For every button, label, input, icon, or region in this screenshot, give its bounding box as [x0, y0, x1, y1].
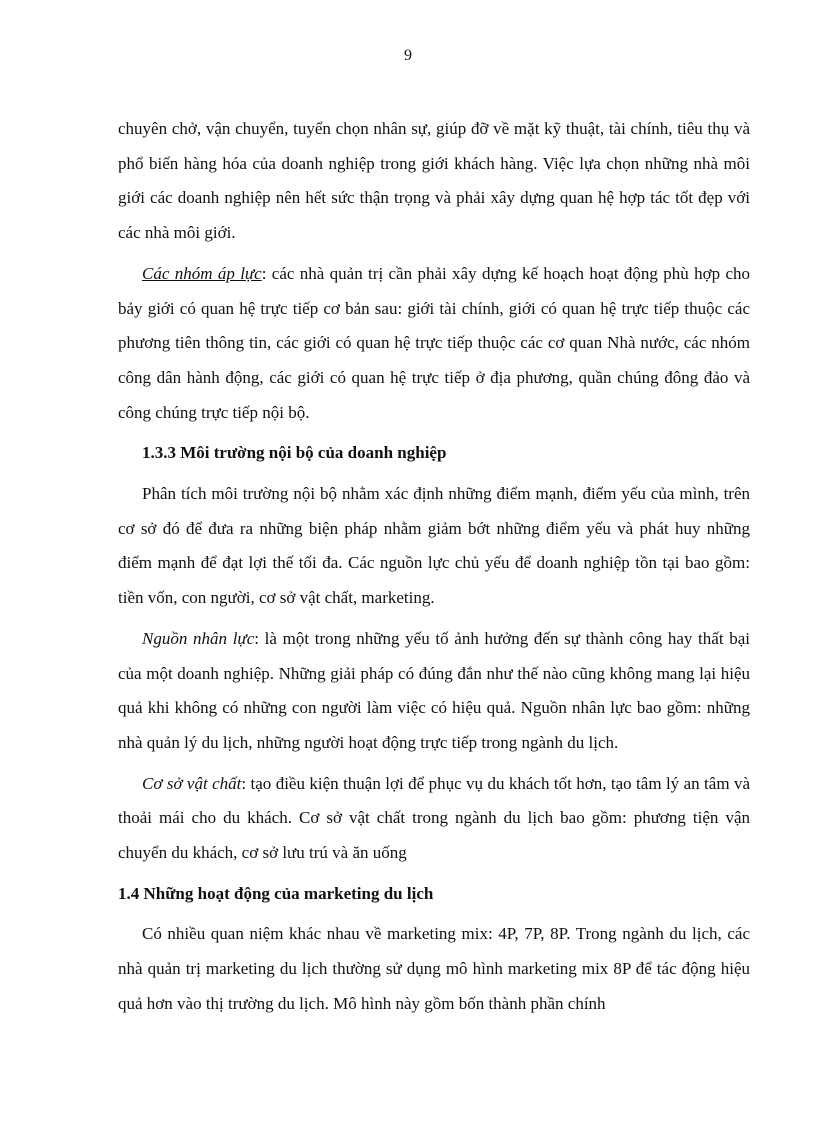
- facilities-term: Cơ sở vật chất: [142, 773, 242, 793]
- paragraph-facilities: [118, 767, 750, 871]
- human-resources-term: Nguồn nhân lực: [142, 628, 255, 648]
- pressure-groups-term: Các nhóm áp lực: [142, 263, 262, 283]
- section-heading-internal-environment: 1.3.3 Môi trường nội bộ của doanh nghiệp: [142, 443, 447, 463]
- paragraph-pressure-groups: [118, 257, 750, 431]
- paragraph-marketing-mix: Có nhiều quan niệm khác nhau về marketing mix: 4P, 7P, 8P. Trong ngành du lịch, các nhà quản trị marketing du lịch thường sử dụng mô hình marketing mix 8P để tác động hiệu quả hơn vào thị trường du lịch. Mô hình này gồm bốn thành phần chính: [118, 924, 750, 1013]
- page-number: 9: [404, 47, 412, 64]
- human-resources-text: : là một trong những yếu tố ảnh hưởng đến sự thành công hay thất bại của một doanh nghiệp. Những giải pháp có đúng đắn như thế nào cũng không mang lại hiệu quả khi không có những con người làm việc có hiệu quả. Nguồn nhân lực bao gồm: những nhà quản lý du lịch, những người hoạt động trực tiếp trong ngành du lịch.: [118, 628, 750, 752]
- paragraph-human-resources: [118, 622, 750, 761]
- section-heading-marketing-activities: 1.4 Những hoạt động của marketing du lịch: [118, 883, 434, 903]
- pressure-groups-text: : các nhà quản trị cần phải xây dựng kế hoạch hoạt động phù hợp cho bảy giới có quan hệ trực tiếp cơ bản sau: giới tài chính, giới có quan hệ trực tiếp thuộc các phương tiên thông tin, các giới có quan hệ trực tiếp thuộc các cơ quan Nhà nước, các nhóm công dân hành động, các giới có quan hệ trực tiếp ở địa phương, quần chúng đông đảo và công chúng trực tiếp nội bộ.: [118, 263, 750, 422]
- facilities-text: : tạo điều kiện thuận lợi để phục vụ du khách tốt hơn, tạo tâm lý an tâm và thoải mái cho du khách. Cơ sở vật chất trong ngành du lịch bao gồm: phương tiện vận chuyển du khách, cơ sở lưu trú và ăn uống: [118, 773, 751, 863]
- paragraph-brokers: chuyên chở, vận chuyển, tuyển chọn nhân sự, giúp đỡ về mặt kỹ thuật, tài chính, tiêu thụ và phổ biến hàng hóa của doanh nghiệp trong giới khách hàng. Việc lựa chọn những nhà môi giới các doanh nghiệp nên hết sức thận trọng và phải xây dựng quan hệ hợp tác tốt đẹp với các nhà môi giới.: [118, 119, 750, 243]
- page-body: [118, 112, 750, 1022]
- paragraph-internal-analysis: Phân tích môi trường nội bộ nhằm xác định những điểm mạnh, điểm yếu của mình, trên cơ sở đó để đưa ra những biện pháp nhằm giảm bớt những điểm yếu và phát huy những điểm mạnh để đạt lợi thế tối đa. Các nguồn lực chủ yếu để doanh nghiệp tồn tại bao gồm: tiền vốn, con người, cơ sở vật chất, marketing.: [118, 484, 750, 608]
